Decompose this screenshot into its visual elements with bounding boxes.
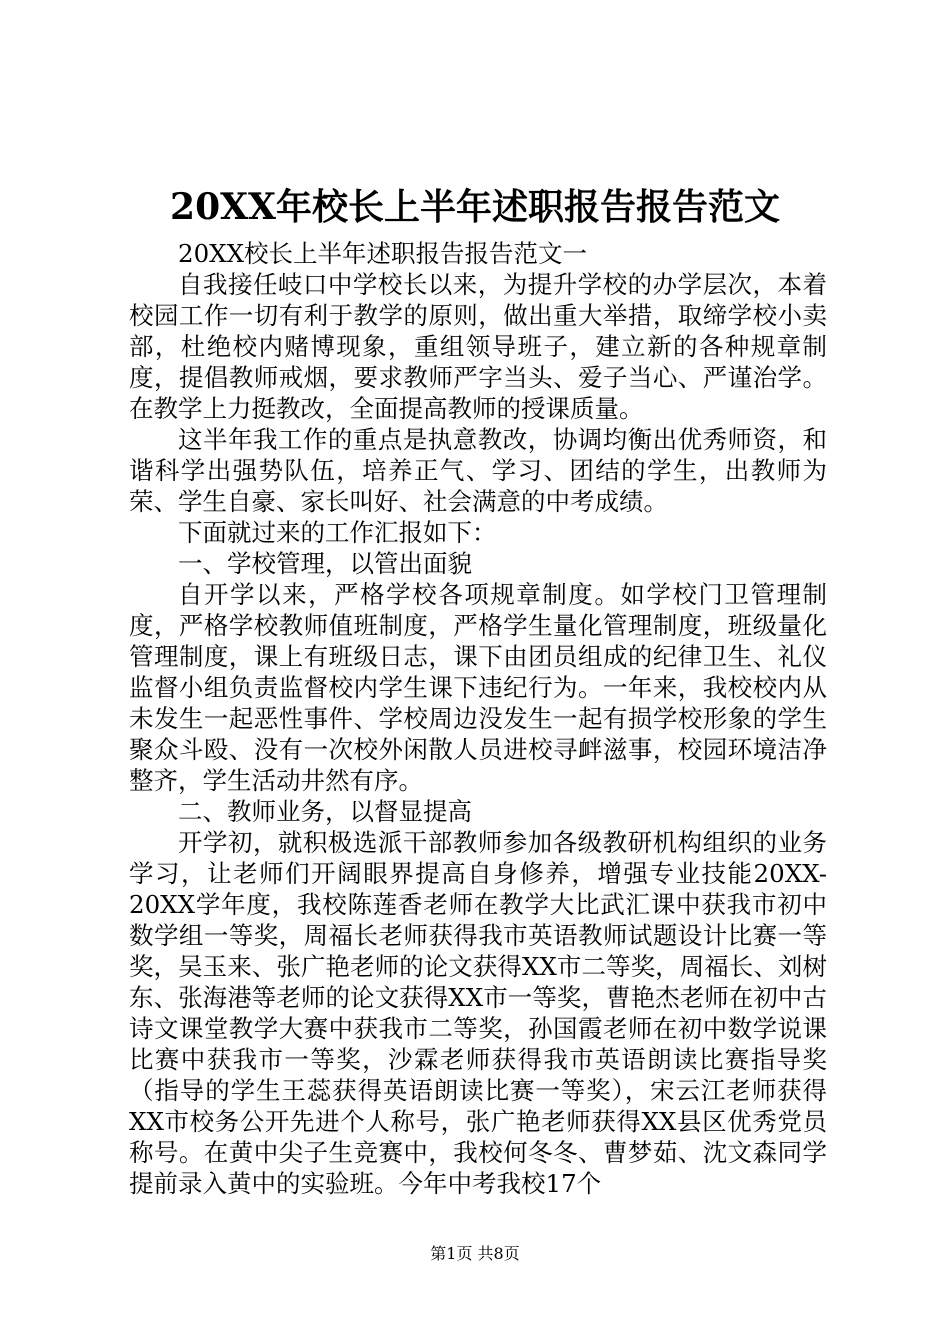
paragraph-teacher-business: 开学初，就积极选派干部教师参加各级教研机构组织的业务学习，让老师们开阔眼界提高自身修养，增强专业技能20XX-20XX学年度，我校陈莲香老师在教学大比武汇课中获我市初中数学组一等奖，周福长老师获得我市英语教师试题设计比赛一等奖，吴玉来、张广艳老师的论文获得XX市二等奖，周福长、刘树东、张海港等老师的论文获得XX市一等奖，曹艳杰老师在初中古诗文课堂教学大赛中获我市二等奖，孙国霞老师在初中数学说课比赛中获我市一等奖，沙霖老师获得我市英语朗读比赛指导奖（指导的学生王蕊获得英语朗读比赛一等奖），宋云江老师获得XX市校务公开先进个人称号，张广艳老师获得XX县区优秀党员称号。在黄中尖子生竞赛中，我校何冬冬、曹梦茹、沈文森同学提前录入黄中的实验班。今年中考我校17个 — [129, 828, 827, 1198]
section-heading-2: 二、教师业务，以督显提高 — [178, 797, 472, 826]
paragraph-management: 自开学以来，严格学校各项规章制度。如学校门卫管理制度，严格学校教师值班制度，严格学生量化管理制度，班级量化管理制度，课上有班级日志，课下由团员组成的纪律卫生、礼仪监督小组负责监督校内学生课下违纪行为。一年来，我校校内从未发生一起恶性事件、学校周边没发生一起有损学校形象的学生聚众斗殴、没有一次校外闲散人员进校寻衅滋事，校园环境洁净整齐，学生活动井然有序。 — [129, 580, 827, 795]
document-title: 20XX年校长上半年述职报告报告范文 — [170, 186, 780, 228]
paragraph-report-lead: 下面就过来的工作汇报如下： — [178, 518, 497, 547]
document-body — [129, 238, 827, 1199]
paragraph-intro: 自我接任岐口中学校长以来，为提升学校的办学层次，本着校园工作一切有利于教学的原则，做出重大举措，取缔学校小卖部，杜绝校内赌博现象，重组领导班子，建立新的各种规章制度，提倡教师戒烟，要求教师严字当头、爱子当心、严谨治学。在教学上力挺教改，全面提高教师的授课质量。 — [129, 270, 827, 423]
paragraph-focus: 这半年我工作的重点是执意教改，协调均衡出优秀师资，和谐科学出强势队伍，培养正气、学习、团结的学生，出教师为荣、学生自豪、家长叫好、社会满意的中考成绩。 — [129, 425, 827, 516]
page-number-footer: 第1页 共8页 — [430, 1244, 520, 1263]
paragraph-subtitle: 20XX校长上半年述职报告报告范文一 — [178, 239, 588, 268]
section-heading-1: 一、学校管理，以管出面貌 — [178, 549, 472, 578]
